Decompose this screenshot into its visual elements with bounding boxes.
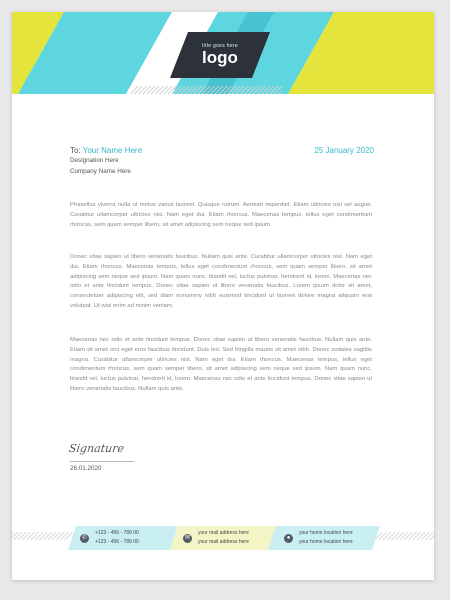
paragraph-2: Donec vitae sapien ut libero venenatis faucibus. Nullam quis ante. Curabitur ullamcorper ultricies nisi. Nam eget dui. Etiam rhoncus. Maecenas tempus, tellus eget condimentum rhoncus, sem quam semper libero, sit amet adipiscing sem neque sed ipsum. Nam quam nunc, blandit vel, luctus pulvinar, hendrerit id, lorem. Maecenas nec odio et ante tincidunt tempus. Donec vitae sapien ut libero venenatis faucibus. Lorem ipsum dolor sit amet, consectetuer adipiscing elit, sed diam nonummy nibh euismod tincidunt ut laoreet dolore magna aliquam erat volutpat. Ut wisi enim ad minim veniam. [70,254,372,309]
mail-line-1: your mail address here [198,530,249,536]
logo [178,32,262,78]
logo-text: logo [202,48,238,67]
location-line-2: your home location here [299,539,353,545]
footer-hatch-left [12,532,74,540]
letterhead-page [12,12,434,580]
recipient-line [70,146,142,155]
header-hatch-band [130,86,284,94]
phone-line-2: +123 - 456 - 789 00 [95,539,139,545]
location-line-1: your home location here [299,530,353,536]
paragraph-1: Phasellus viverra nulla ut metus varius laoreet. Quisque rutrum. Aenean imperdiet. Etiam ultricies nisi vel augue. Curabitur ullamcorper ultricies nisi. Nam eget dui. Etiam rhoncus. Maecenas tempus, tellus eget condimentum rhoncus, sem quam semper libero, sit amet adipiscing sem neque sed ipsum. [70,202,372,228]
paragraph-3: Maecenas nec odio et ante tincidunt tempus. Donec vitae sapien ut libero venenatis faucibus. Nullam quis ante. Etiam sit amet orci eget eros faucibus tincidunt. Duis leo. Sed fringilla mauris sit amet nibh. Donec sodales sagittis magna. Curabitur ullamcorper ultricies nisi. Nam eget dui. Etiam rhoncus. Maecenas tempus, tellus eget condimentum rhoncus, sem quam semper libero, sit amet adipiscing sem neque sed ipsum. Nam quam nunc, blandit vel, luctus pulvinar, hendrerit id, lorem. Maecenas nec odio et ante tincidunt tempus. Donec vitae sapien ut libero venenatis faucibus. Nullam quis ante. [70,337,372,392]
footer-hatch-right [374,532,434,540]
signature-date: 26.01.2020 [70,465,102,472]
company-name: Company Name Here [70,168,131,175]
recipient-name: Your Name Here [82,146,143,155]
footer-mail [183,526,249,550]
mail-icon: ✉ [184,534,191,541]
mail-line-2: your mail address here [198,539,249,545]
phone-icon: ✆ [81,534,88,541]
footer-phone [80,526,139,550]
to-label: To: [70,146,81,155]
footer-location [284,526,353,550]
designation: Designation Here [70,157,119,164]
phone-line-1: +123 - 456 - 789 00 [95,530,139,536]
location-icon: ● [284,534,293,543]
signature-line [70,461,134,462]
logo-tagline: title goes here [202,43,238,49]
signature: Signature [68,442,125,455]
letter-date: 25 January 2020 [314,146,374,155]
